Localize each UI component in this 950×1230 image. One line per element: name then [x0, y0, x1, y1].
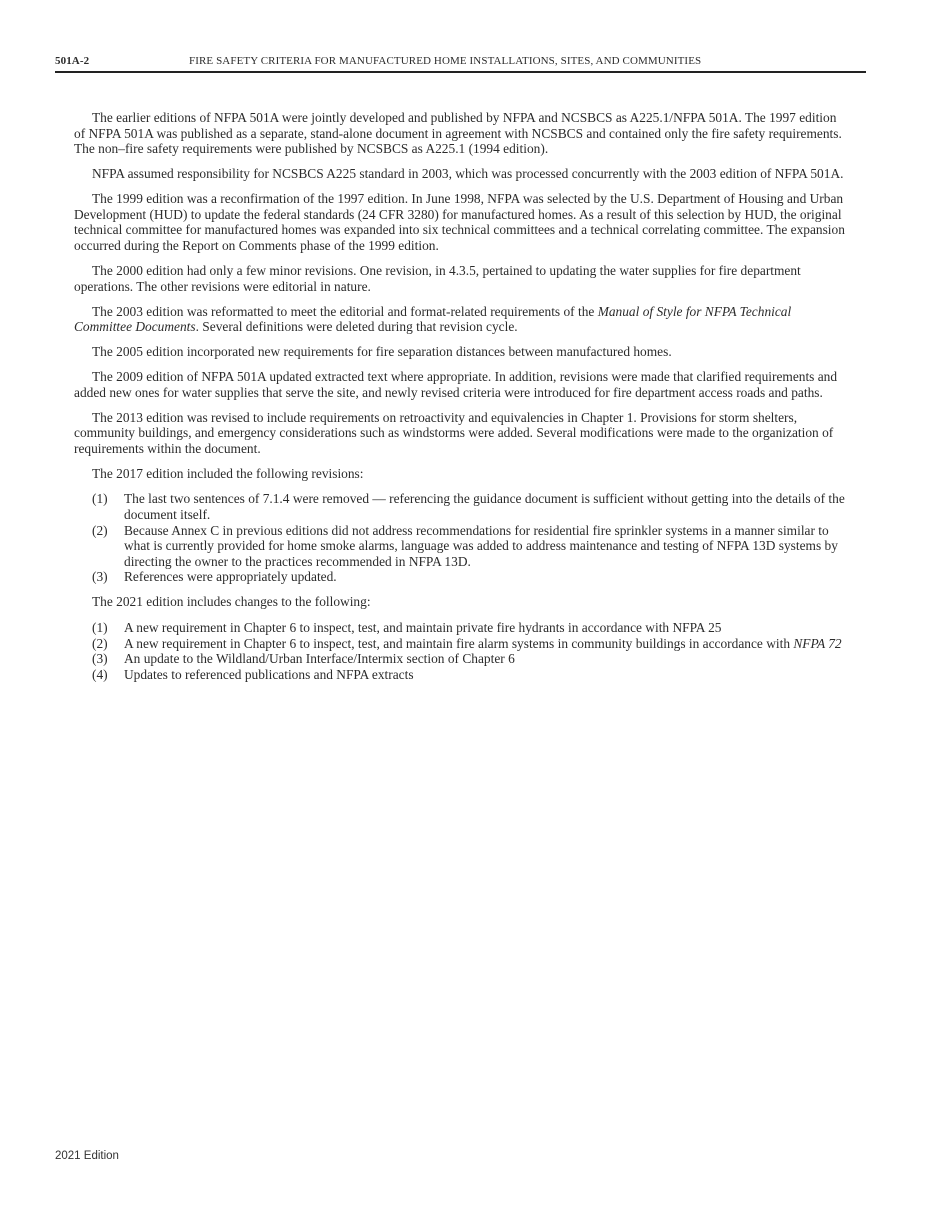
list-item-text: References were appropriately updated.: [124, 569, 337, 585]
running-title: FIRE SAFETY CRITERIA FOR MANUFACTURED HOME INSTALLATIONS, SITES, AND COMMUNITIES: [189, 55, 702, 67]
list-item: [74, 569, 849, 585]
paragraph-2003-edition: [74, 304, 849, 335]
list-item-text: Updates to referenced publications and NFPA extracts: [124, 666, 414, 682]
list-marker: (1): [92, 491, 108, 507]
list-item-text: A new requirement in Chapter 6 to inspect, test, and maintain private fire hydrants in accordance with NFPA 25: [124, 619, 722, 635]
paragraph-2003-text-after: . Several definitions were deleted during that revision cycle.: [195, 319, 518, 335]
list-item: [74, 491, 849, 522]
list-item-text: A new requirement in Chapter 6 to inspect, test, and maintain fire alarm systems in community buildings in accordance with: [124, 635, 794, 651]
list-item: [74, 667, 849, 683]
list-marker: (3): [92, 651, 108, 667]
list-marker: (2): [92, 635, 108, 651]
body-text: [74, 110, 849, 692]
list-item-text: Because Annex C in previous editions did not address recommendations for residential fire sprinkler systems in a manner similar to what is currently provided for home smoke alarms, language was added to address maintenance and testing of NFPA 13D systems by directing the owner to the practices recommended in NFPA 13D.: [124, 522, 838, 569]
list-item-text: The last two sentences of 7.1.4 were removed — referencing the guidance document is sufficient without getting into the details of the document itself.: [124, 491, 845, 522]
list-item: [74, 651, 849, 667]
paragraph-2013-edition: The 2013 edition was revised to include requirements on retroactivity and equivalencies in Chapter 1. Provisions for storm shelters, community buildings, and emergency considerations such as windstorms were added. Several modifications were made to the organization of requirements within the document.: [74, 409, 834, 456]
manual-of-style-title: Manual of Style for NFPA Technical Committee Documents: [74, 303, 792, 335]
running-header: [55, 55, 866, 73]
list-marker: (1): [92, 619, 108, 635]
paragraph-2000-edition: The 2000 edition had only a few minor revisions. One revision, in 4.3.5, pertained to updating the water supplies for fire department operations. The other revisions were editorial in nature.: [74, 262, 801, 294]
footer-edition: 2021 Edition: [55, 1150, 119, 1162]
paragraph-2017-intro: The 2017 edition included the following revisions:: [92, 465, 364, 481]
paragraph-1999-edition: The 1999 edition was a reconfirmation of the 1997 edition. In June 1998, NFPA was selected by the U.S. Department of Housing and Urban Development (HUD) to update the federal standards (24 CFR 3280) for manufactured homes. As a result of this selection by HUD, the original technical committee for manufactured homes was expanded into six technical committees and a technical correlating committee. The expansion occurred during the Report on Comments phase of the 1999 edition.: [74, 191, 845, 253]
list-2017-revisions: [74, 491, 849, 585]
paragraph-2005-edition: The 2005 edition incorporated new requirements for fire separation distances between manufactured homes.: [92, 344, 672, 360]
list-item-text: An update to the Wildland/Urban Interface/Intermix section of Chapter 6: [124, 651, 515, 667]
list-marker: (2): [92, 522, 108, 538]
nfpa-72-reference: NFPA 72: [793, 635, 842, 651]
list-item: [74, 636, 849, 652]
paragraph-2021-intro: The 2021 edition includes changes to the following:: [92, 594, 371, 610]
paragraph-2009-edition: The 2009 edition of NFPA 501A updated extracted text where appropriate. In addition, revisions were made that clarified requirements and added new ones for water supplies that serve the site, and newly revised criteria were introduced for fire department access roads and paths.: [74, 369, 838, 400]
paragraph-2003-text-before: The 2003 edition was reformatted to meet the editorial and format-related requirements of the: [92, 303, 598, 319]
list-marker: (3): [92, 569, 108, 585]
paragraph-ncsbcs-responsibility: NFPA assumed responsibility for NCSBCS A225 standard in 2003, which was processed concurrently with the 2003 edition of NFPA 501A.: [92, 166, 844, 182]
list-marker: (4): [92, 666, 108, 682]
list-2021-changes: [74, 620, 849, 682]
list-item: [74, 620, 849, 636]
list-item: [74, 523, 849, 570]
paragraph-earlier-editions: The earlier editions of NFPA 501A were jointly developed and published by NFPA and NCSBCS as A225.1/NFPA 501A. The 1997 edition of NFPA 501A was published as a separate, stand-alone document in agreement with NCSBCS and contained only the fire safety requirements. The non–fire safety requirements were published by NCSBCS as A225.1 (1994 edition).: [74, 110, 842, 157]
page-number: 501A-2: [55, 55, 90, 67]
